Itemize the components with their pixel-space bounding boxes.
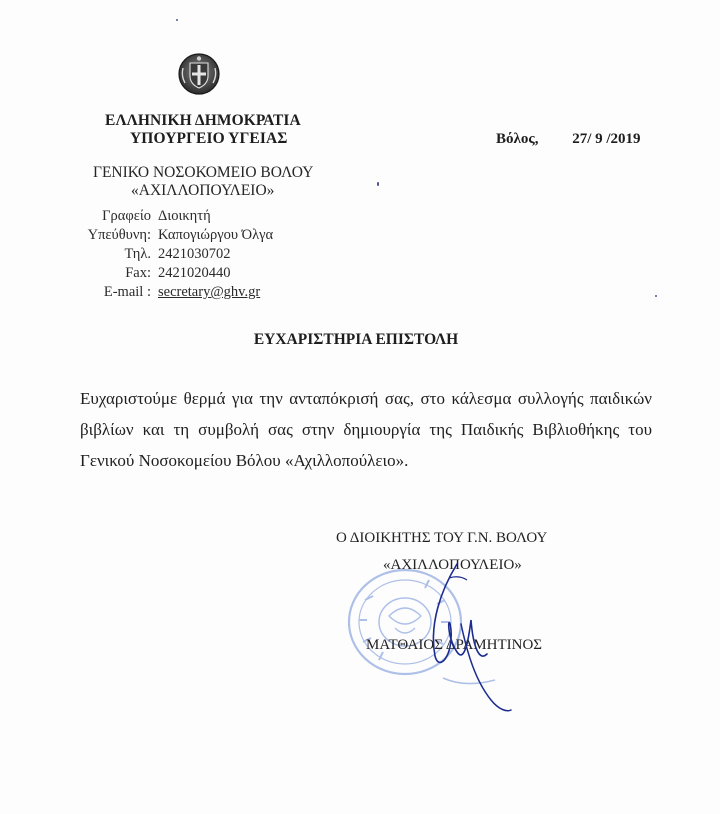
- contact-row-fax: [80, 264, 273, 283]
- republic-heading: ΕΛΛΗΝΙΚΗ ΔΗΜΟΚΡΑΤΙΑ: [105, 112, 301, 129]
- contact-label: Τηλ.: [124, 246, 151, 262]
- greek-coat-of-arms-icon: [177, 52, 221, 96]
- letter-date: [496, 131, 641, 148]
- date-value: 27/ 9 /2019: [572, 131, 641, 147]
- ministry-heading: ΥΠΟΥΡΓΕΙΟ ΥΓΕΙΑΣ: [130, 130, 288, 147]
- contact-value: Καπογιώργου Όλγα: [158, 227, 274, 243]
- scan-speck: [655, 295, 657, 297]
- scan-speck: [377, 182, 379, 186]
- contact-row-office: [80, 207, 273, 226]
- contact-value: 2421030702: [158, 246, 231, 262]
- contact-row-phone: [80, 245, 273, 264]
- date-city: Βόλος,: [496, 131, 539, 147]
- signatory-name: ΜΑΤΘΑΙΟΣ ΔΡΑΜΗΤΙΝΟΣ: [366, 637, 543, 653]
- signatory-title: Ο ΔΙΟΙΚΗΤΗΣ ΤΟΥ Γ.Ν. ΒΟΛΟΥ: [336, 530, 548, 546]
- signatory-org: «ΑΧΙΛΛΟΠΟΥΛΕΙΟ»: [383, 557, 522, 573]
- contact-label: E-mail :: [103, 284, 151, 300]
- hospital-name: ΓΕΝΙΚΟ ΝΟΣΟΚΟΜΕΙΟ ΒΟΛΟΥ: [93, 164, 314, 181]
- letter-body: Ευχαριστούμε θερμά για την ανταπόκρισή σας, στο κάλεσμα συλλογής παιδικών βιβλίων και τη συμβολή σας στην δημιουργία της Παιδικής Βιβλιοθήκης του Γενικού Νοσοκομείου Βόλου «Αχιλλοπούλειο».: [80, 389, 652, 470]
- letter-title: ΕΥΧΑΡΙΣΤΗΡΙΑ ΕΠΙΣΤΟΛΗ: [253, 331, 459, 348]
- contact-value: Διοικητή: [158, 208, 211, 224]
- contact-row-responsible: [80, 226, 273, 245]
- contact-block: [80, 207, 273, 302]
- contact-value: 2421020440: [158, 265, 231, 281]
- contact-label: Fax:: [125, 265, 151, 281]
- contact-label: Υπεύθυνη:: [87, 227, 151, 243]
- email-link[interactable]: secretary@ghv.gr: [158, 284, 261, 300]
- hospital-subname: «ΑΧΙΛΛΟΠΟΥΛΕΙΟ»: [131, 182, 275, 199]
- scan-speck: [176, 19, 178, 21]
- contact-label: Γραφείο: [102, 208, 151, 224]
- contact-row-email: [80, 283, 273, 302]
